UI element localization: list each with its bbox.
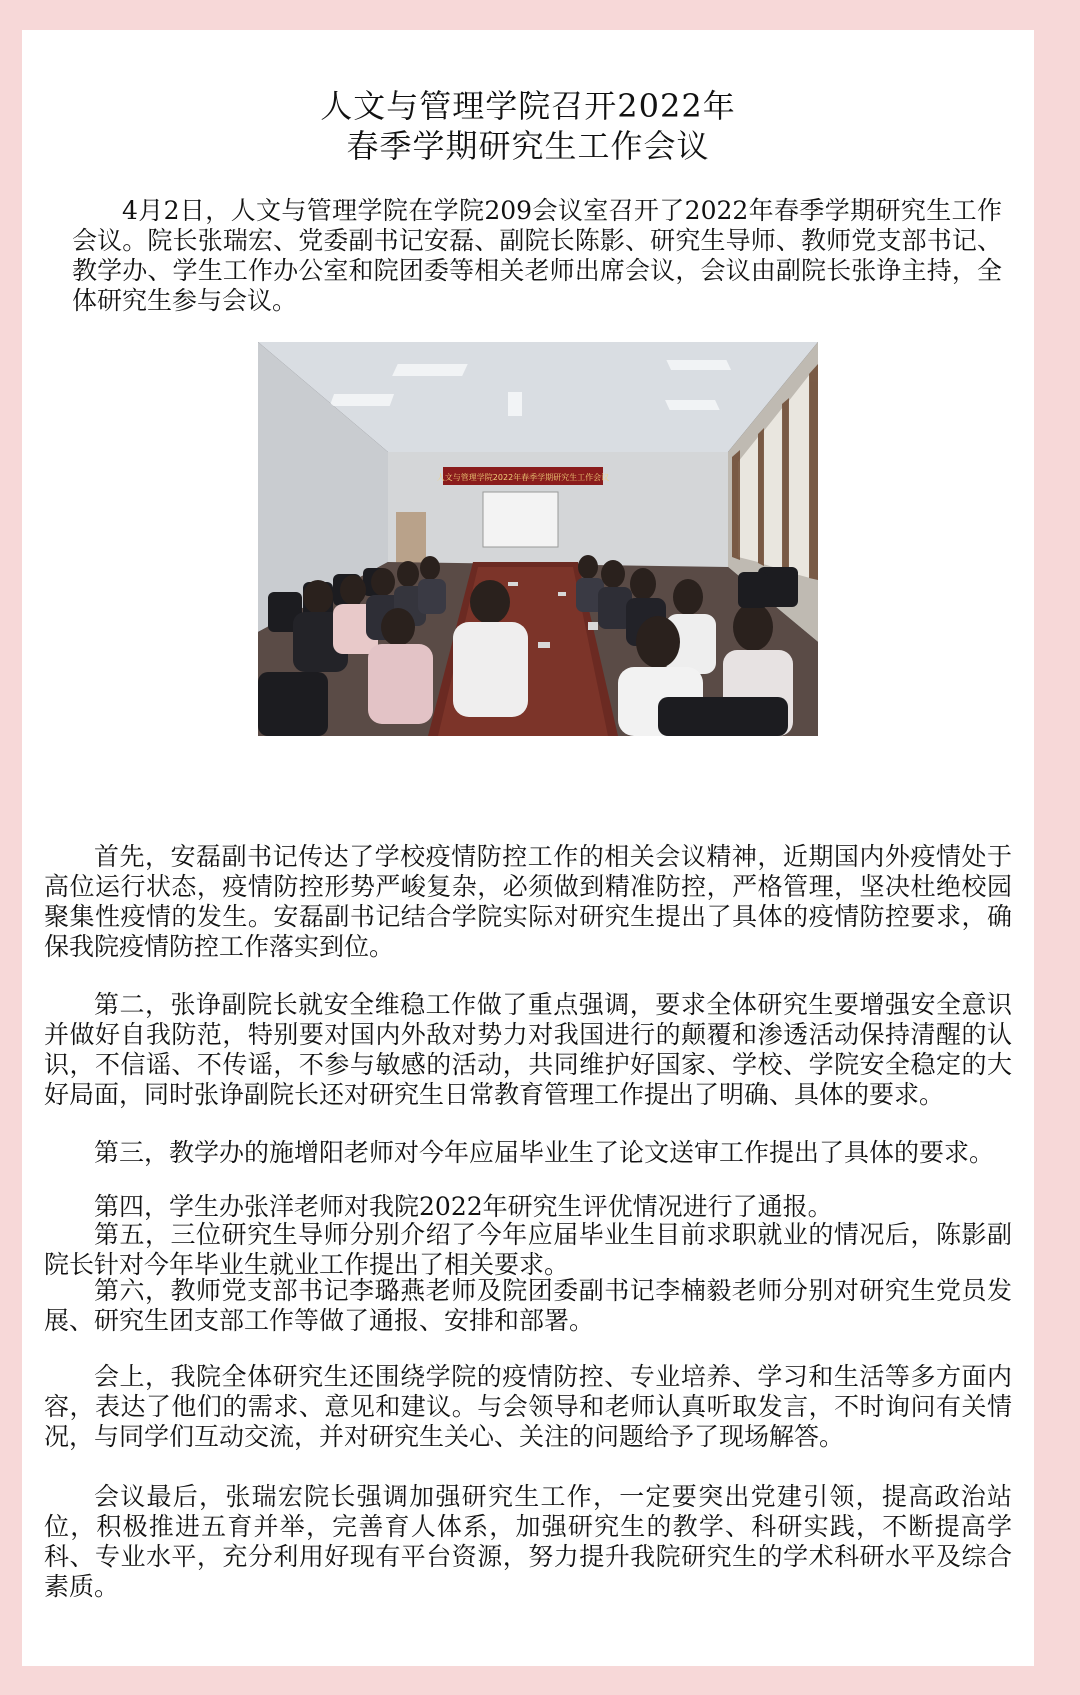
article-title-line1: 人文与管理学院召开2022年 (320, 87, 736, 125)
banner-text: 人文与管理学院2022年春季学期研究生工作会议 (436, 473, 610, 482)
meeting-photo (258, 342, 818, 736)
paragraph-3: 第三，教学办的施增阳老师对今年应届毕业生了论文送审工作提出了具体的要求。 (94, 1138, 995, 1167)
intro-paragraph: 4月2日，人文与管理学院在学院209会议室召开了2022年春季学期研究生工作会议。院长张瑞宏、党委副书记安磊、副院长陈影、研究生导师、教师党支部书记、教学办、学生工作办公室和院团委等相关老师出席会议，会议由副院长张诤主持，全体研究生参与会议。 (72, 196, 1002, 315)
paragraph-6: 第六，教师党支部书记李璐燕老师及院团委副书记李楠毅老师分别对研究生党员发展、研究生团支部工作等做了通报、安排和部署。 (44, 1276, 1012, 1335)
paragraph-4: 第四，学生办张洋老师对我院2022年研究生评优情况进行了通报。 (94, 1192, 833, 1221)
paragraph-5: 第五，三位研究生导师分别介绍了今年应届毕业生目前求职就业的情况后，陈影副院长针对今年毕业生就业工作提出了相关要求。 (44, 1220, 1012, 1279)
paragraph-7: 会上，我院全体研究生还围绕学院的疫情防控、专业培养、学习和生活等多方面内容，表达了他们的需求、意见和建议。与会领导和老师认真听取发言，不时询问有关情况，与同学们互动交流，并对研究生关心、关注的问题给予了现场解答。 (44, 1362, 1012, 1451)
paragraph-2: 第二，张诤副院长就安全维稳工作做了重点强调，要求全体研究生要增强安全意识并做好自我防范，特别要对国内外敌对势力对我国进行的颠覆和渗透活动保持清醒的认识，不信谣、不传谣，不参与敏感的活动，共同维护好国家、学校、学院安全稳定的大好局面，同时张诤副院长还对研究生日常教育管理工作提出了明确、具体的要求。 (44, 990, 1012, 1109)
paragraph-1: 首先，安磊副书记传达了学校疫情防控工作的相关会议精神，近期国内外疫情处于高位运行状态，疫情防控形势严峻复杂，必须做到精准防控，严格管理，坚决杜绝校园聚集性疫情的发生。安磊副书记结合学院实际对研究生提出了具体的疫情防控要求，确保我院疫情防控工作落实到位。 (44, 842, 1012, 961)
paragraph-8: 会议最后，张瑞宏院长强调加强研究生工作，一定要突出党建引领，提高政治站位，积极推进五育并举，完善育人体系，加强研究生的教学、科研实践，不断提高学科、专业水平，充分利用好现有平台资源，努力提升我院研究生的学术科研水平及综合素质。 (44, 1482, 1012, 1601)
article-title-line2: 春季学期研究生工作会议 (346, 127, 710, 165)
article-paper (22, 30, 1034, 1666)
